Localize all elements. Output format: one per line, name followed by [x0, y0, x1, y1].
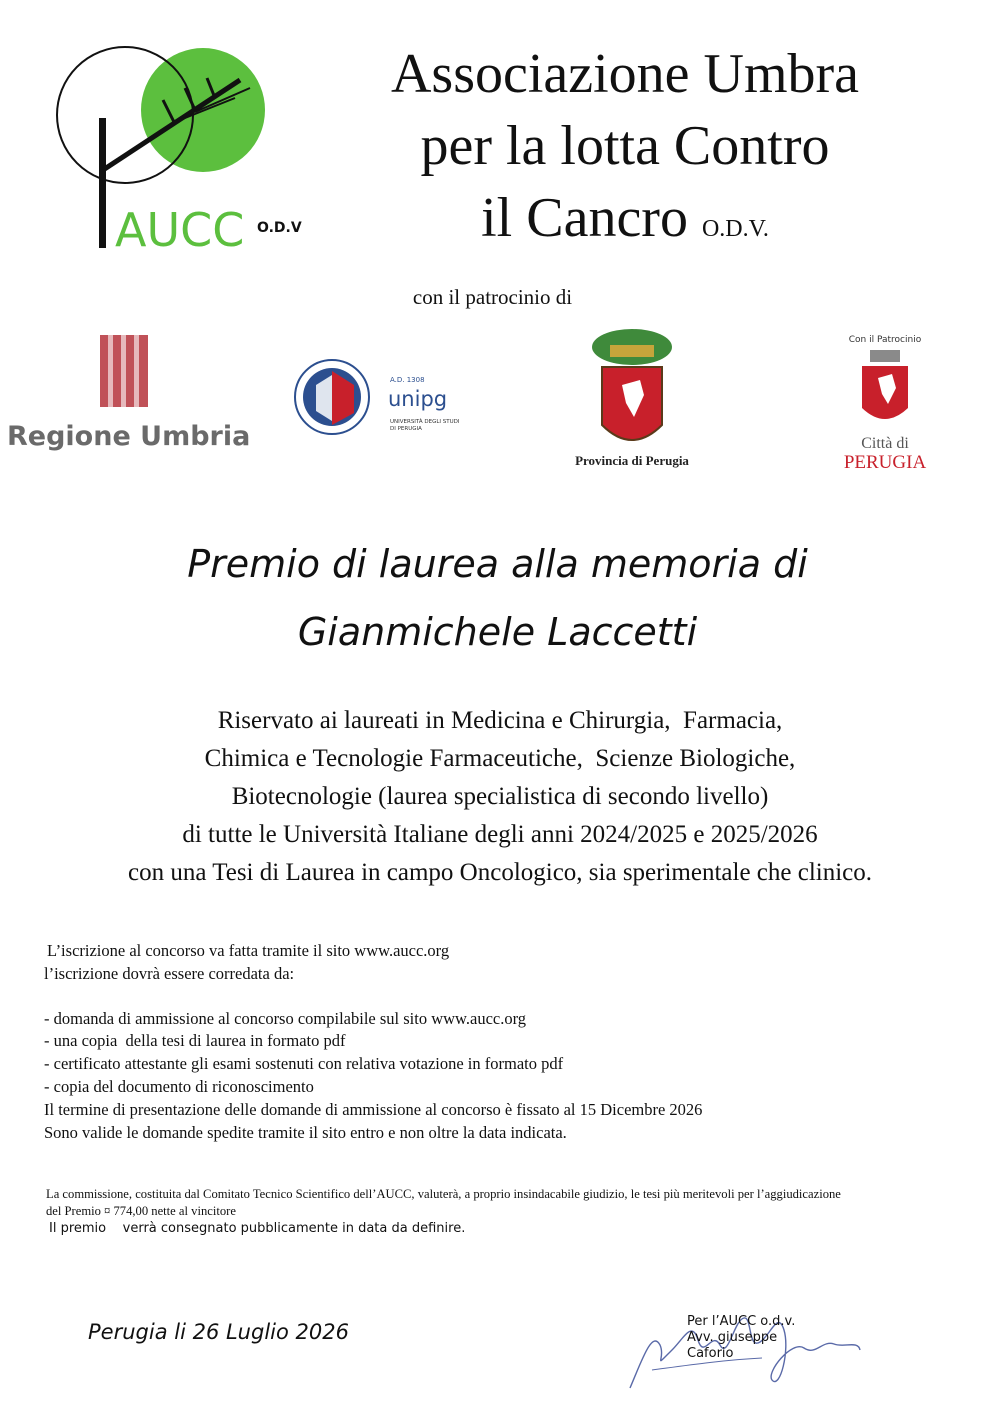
- prize-title-line-2: Gianmichele Laccetti: [297, 610, 698, 654]
- title-line-3-text: il Cancro: [481, 187, 688, 249]
- aucc-logo: [35, 40, 310, 255]
- registration-intro-1: L’iscrizione al concorso va fatta tramite il sito www.aucc.org: [47, 941, 450, 960]
- unipg-sub-1: UNIVERSITÀ DEGLI STUDI: [390, 419, 460, 425]
- title-suffix: O.D.V.: [701, 216, 769, 242]
- title-line-3: [330, 182, 920, 265]
- signer-block: [687, 1314, 795, 1362]
- requirements-list: [44, 1008, 944, 1099]
- prize-title-line-1: Premio di laurea alla memoria di: [187, 542, 808, 586]
- list-item: - domanda di ammissione al concorso compilabile sul sito www.aucc.org: [44, 1008, 527, 1028]
- award-note: Il premio verrà consegnato pubblicamente in data da definire.: [49, 1221, 466, 1236]
- eligibility-line: Biotecnologie (laurea specialistica di secondo livello): [231, 783, 769, 810]
- commission-line-2: del Premio ¤ 774,00 nette al vincitore: [46, 1204, 236, 1218]
- signer-line-2: Avv. giuseppe: [687, 1330, 778, 1345]
- eligibility-line: di tutte le Università Italiane degli anni 2024/2025 e 2025/2026: [182, 821, 818, 848]
- list-item: - certificato attestante gli esami sostenuti con relativa votazione in formato pdf: [44, 1054, 564, 1074]
- organization-title: [330, 38, 920, 265]
- citta-line-2: PERUGIA: [843, 452, 927, 473]
- commission-section: [46, 1186, 951, 1237]
- commission-line-1: La commissione, costituita dal Comitato Tecnico Scientifico dell’AUCC, valuterà, a proprio insindacabile giudizio, le tesi più meritevoli per l’aggiudicazione: [46, 1187, 841, 1201]
- citta-line-1: Città di: [861, 435, 909, 452]
- prize-title: [0, 530, 995, 666]
- signer-line-3: Caforio: [687, 1346, 734, 1361]
- unipg-logo: [290, 355, 470, 440]
- eligibility-text: [0, 702, 1000, 892]
- title-line-1: Associazione Umbra: [390, 43, 860, 105]
- citta-perugia-logo: [830, 330, 940, 475]
- regione-umbria-logo: [5, 335, 250, 455]
- list-item: - copia del documento di riconoscimento: [44, 1076, 314, 1096]
- eligibility-line: con una Tesi di Laurea in campo Oncologico, sia sperimentale che clinico.: [127, 859, 873, 886]
- title-line-2: per la lotta Contro: [420, 115, 830, 177]
- validity-text: Sono valide le domande spedite tramite il sito entro e non oltre la data indicata.: [44, 1122, 567, 1142]
- list-item: - una copia della tesi di laurea in formato pdf: [44, 1031, 346, 1051]
- eligibility-line: Chimica e Tecnologie Farmaceutiche, Scienze Biologiche,: [204, 745, 796, 772]
- signer-line-1: Per l’AUCC o.d.v.: [687, 1314, 796, 1329]
- unipg-name: unipg: [388, 387, 448, 411]
- deadline-text: Il termine di presentazione delle domande di ammissione al concorso è fissato al 15 Dicembre 2026: [44, 1099, 703, 1119]
- regione-umbria-text: Regione Umbria: [7, 421, 250, 452]
- provincia-perugia-logo: [560, 325, 705, 475]
- unipg-sub-2: DI PERUGIA: [390, 426, 422, 432]
- registration-intro-2: l’iscrizione dovrà essere corredata da:: [44, 963, 295, 983]
- aucc-logo-text: AUCC: [115, 203, 245, 255]
- provincia-perugia-text: Provincia di Perugia: [575, 453, 689, 468]
- eligibility-line: Riservato ai laureati in Medicina e Chirurgia, Farmacia,: [217, 707, 783, 734]
- registration-section: [44, 940, 944, 1144]
- aucc-logo-suffix: O.D.V: [257, 220, 302, 236]
- place-date: Perugia li 26 Luglio 2026: [88, 1320, 349, 1344]
- citta-patrocinio-text: Con il Patrocinio: [848, 335, 922, 345]
- patronage-label: con il patrocinio di: [412, 285, 573, 309]
- unipg-year: A.D. 1308: [390, 376, 425, 384]
